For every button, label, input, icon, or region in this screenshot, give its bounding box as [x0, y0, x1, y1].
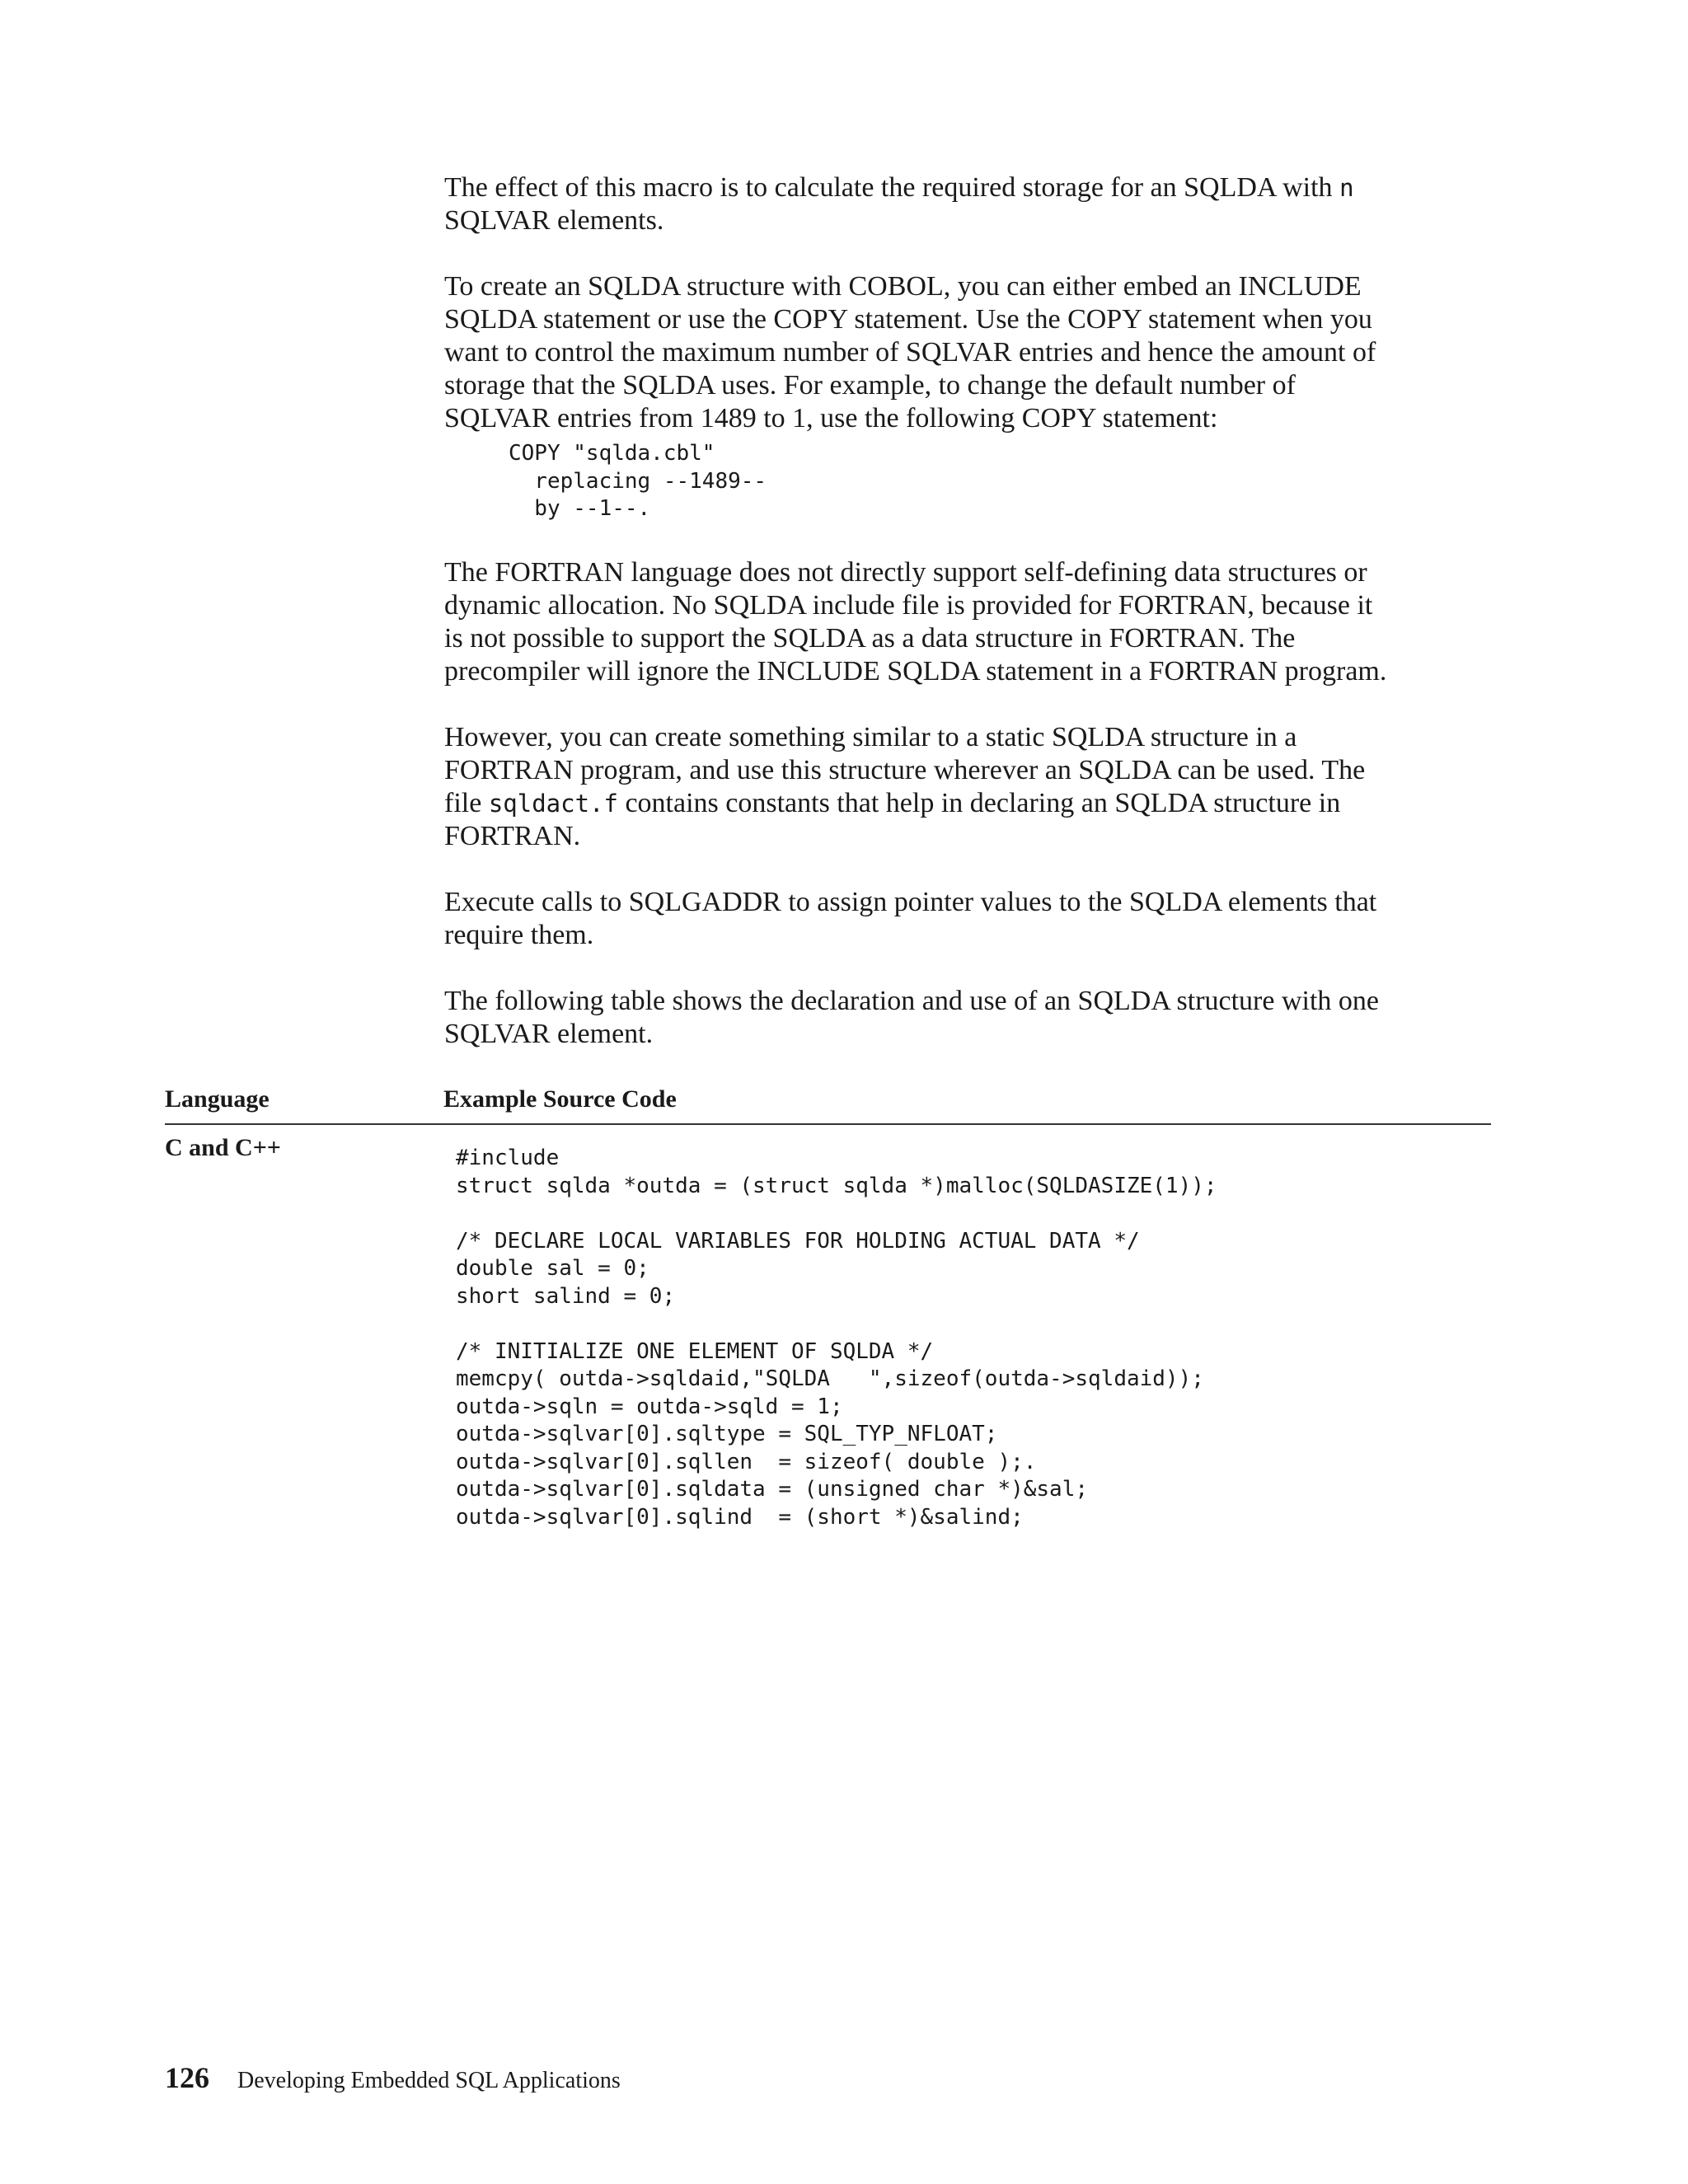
- code-line: #include: [456, 1146, 560, 1170]
- code-line: outda->sqlvar[0].sqllen = sizeof( double );.: [456, 1449, 1037, 1474]
- copy-statement-code: [509, 440, 1491, 523]
- code-line: /* DECLARE LOCAL VARIABLES FOR HOLDING ACTUAL DATA */: [456, 1228, 1140, 1254]
- code-line: outda->sqlvar[0].sqltype = SQL_TYP_NFLOAT;: [456, 1422, 998, 1446]
- paragraph-line: SQLDA statement or use the COPY statement. Use the COPY statement when you: [444, 304, 1372, 335]
- paragraph-line: However, you can create something similar to a static SQLDA structure in a: [444, 721, 1297, 752]
- paragraph-line: [444, 787, 1491, 820]
- paragraph-sqldasize-effect: [444, 171, 1491, 237]
- inline-code-n: n: [1339, 174, 1354, 202]
- paragraph-line: is not possible to support the SQLDA as a data structure in FORTRAN. The: [444, 622, 1296, 654]
- paragraph-fortran-static-sqlda: [444, 721, 1491, 853]
- code-line: outda->sqlvar[0].sqlind = (short *)&salind;: [456, 1504, 1024, 1530]
- code-line: by --1--.: [509, 496, 651, 521]
- paragraph-sqlgaddr: [444, 886, 1491, 952]
- paragraph-line: The FORTRAN language does not directly support self-defining data structures or: [444, 556, 1367, 588]
- column-header-language: Language: [165, 1085, 270, 1113]
- paragraph-text: contains constants that help in declaring an SQLDA structure in: [617, 787, 1341, 818]
- code-line: outda->sqlvar[0].sqldata = (unsigned char *)&sal;: [456, 1477, 1089, 1502]
- table-row-language-cell: C and C++: [165, 1134, 281, 1161]
- paragraph-text: file: [444, 787, 489, 818]
- column-header-example: Example Source Code: [443, 1085, 677, 1113]
- inline-code-filename: sqldact.f: [488, 789, 618, 818]
- table-header-row: [165, 1085, 1491, 1125]
- paragraph-text: The effect of this macro is to calculate the required storage for an SQLDA with: [444, 172, 1340, 203]
- paragraph-line: To create an SQLDA structure with COBOL, you can either embed an INCLUDE: [444, 271, 1362, 302]
- page-number: 126: [165, 2061, 209, 2094]
- code-line: /* INITIALIZE ONE ELEMENT OF SQLDA */: [456, 1338, 934, 1364]
- code-line: double sal = 0;: [456, 1256, 649, 1281]
- body-text-column: [444, 171, 1491, 1084]
- paragraph-line: FORTRAN program, and use this structure wherever an SQLDA can be used. The: [444, 754, 1366, 785]
- code-line: replacing --1489--: [509, 468, 767, 494]
- table-row-code-cell: [456, 1145, 1217, 1531]
- paragraph-line: Execute calls to SQLGADDR to assign pointer values to the SQLDA elements that: [444, 886, 1377, 917]
- code-line: short salind = 0;: [456, 1283, 676, 1309]
- paragraph-line: want to control the maximum number of SQLVAR entries and hence the amount of: [444, 337, 1376, 368]
- paragraph-text: SQLVAR elements.: [444, 205, 664, 236]
- code-blank-line: [456, 1310, 1217, 1338]
- code-blank-line: [456, 1200, 1217, 1228]
- running-title: Developing Embedded SQL Applications: [237, 2068, 621, 2093]
- paragraph-line: FORTRAN.: [444, 820, 581, 851]
- paragraph-line: storage that the SQLDA uses. For example, to change the default number of: [444, 370, 1296, 401]
- paragraph-line: dynamic allocation. No SQLDA include file is provided for FORTRAN, because it: [444, 589, 1373, 621]
- code-line: struct sqlda *outda = (struct sqlda *)malloc(SQLDASIZE(1));: [456, 1173, 1217, 1198]
- paragraph-line: SQLVAR entries from 1489 to 1, use the following COPY statement:: [444, 403, 1218, 434]
- paragraph-fortran-limitation: [444, 556, 1491, 688]
- code-line: memcpy( outda->sqldaid,"SQLDA ",sizeof(outda->sqldaid));: [456, 1366, 1204, 1391]
- code-line: COPY "sqlda.cbl": [509, 441, 715, 466]
- page-footer: [165, 2060, 621, 2102]
- paragraph-line: require them.: [444, 919, 594, 950]
- paragraph-cobol-sqlda: [444, 270, 1491, 435]
- paragraph-line: precompiler will ignore the INCLUDE SQLDA statement in a FORTRAN program.: [444, 655, 1387, 687]
- paragraph-table-intro: [444, 985, 1491, 1051]
- code-line: outda->sqln = outda->sqld = 1;: [456, 1394, 843, 1419]
- paragraph-line: SQLVAR element.: [444, 1018, 654, 1049]
- paragraph-line: The following table shows the declaration and use of an SQLDA structure with one: [444, 985, 1380, 1016]
